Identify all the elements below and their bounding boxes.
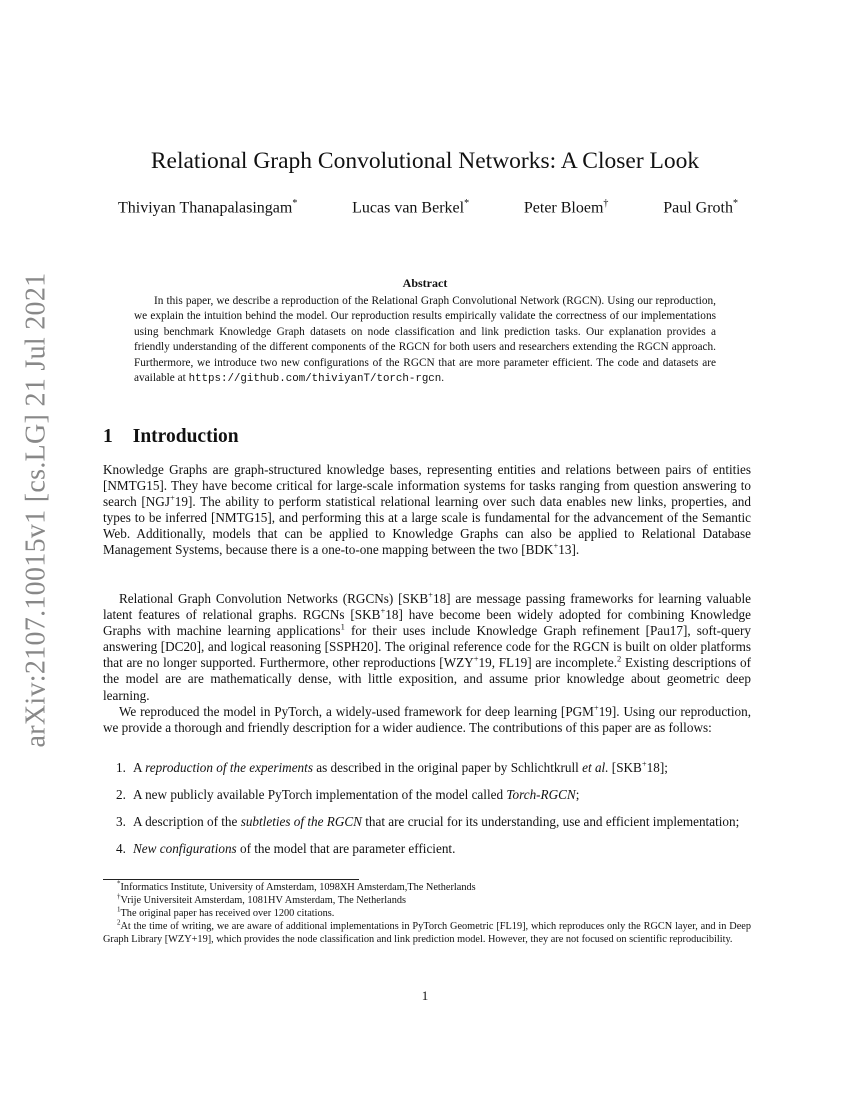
paragraph: We reproduced the model in PyTorch, a widely-used framework for deep learning [PGM+19]. Using our reproduction, we provide a thorough and friendly description for a wider audience. The contributions of this paper are as follows:: [103, 702, 751, 736]
section-title: Introduction: [132, 426, 239, 447]
section-number: 1: [103, 426, 113, 447]
footnote-ref[interactable]: 2: [617, 653, 622, 664]
author: Paul Groth*: [663, 198, 738, 217]
footnote: †Vrije Universiteit Amsterdam, 1081HV Amsterdam, The Netherlands: [117, 892, 407, 906]
footnote: $^2$At the time of writing, we are aware of additional implementations in PyTorch Geometric [FL19], which reproduces only the RGCN layer, and in Deep Graph Library [WZY+19], which provides the node classification and link prediction model. However, they are not focused on scientific reproducibility.: [103, 918, 751, 945]
arxiv-identifier: [14, 272, 58, 748]
author-list: [118, 198, 738, 217]
footnote: $^1$The original paper has received over 1200 citations.: [117, 905, 335, 919]
author: Thiviyan Thanapalasingam*: [118, 198, 298, 217]
footnote-ref[interactable]: 1: [340, 621, 345, 632]
footnote: *Informatics Institute, University of Amsterdam, 1098XH Amsterdam,The Netherlands: [117, 879, 476, 893]
arxiv-identifier-text: arXiv:2107.10015v1 [cs.LG] 21 Jul 2021: [20, 272, 51, 748]
code-url-link[interactable]: https://github.com/thiviyanT/torch-rgcn: [188, 373, 442, 386]
footnote-divider: [103, 879, 359, 880]
list-item: 1. A reproduction of the experiments as described in the original paper by Schlichtkrull et al. [SKB+18];: [116, 758, 668, 775]
section-heading: [103, 426, 239, 448]
list-item: 2. A new publicly available PyTorch implementation of the model called Torch-RGCN;: [116, 787, 580, 803]
footnotes: [103, 881, 751, 946]
list-item: 4. New configurations of the model that are parameter efficient.: [116, 841, 456, 857]
author: Peter Bloem†: [523, 198, 609, 217]
contributions-list: [103, 760, 751, 857]
paragraph: Knowledge Graphs are graph-structured knowledge bases, representing entities and relations between pairs of entities [NMTG15]. They have become critical for large-scale information systems for tasks ranging from question answering to search [NGJ+19]. The ability to perform statistical relational learning over such data enables new links, properties, and types to be inferred [NMTG15], and performing this at a large scale is fundamental for the advancement of the Semantic Web. Additionally, models that can be applied to Knowledge Graphs can also be applied to Relational Database Management Systems, because there is a one-to-one mapping between the two [BDK+13].: [103, 462, 751, 558]
list-item: 3. A description of the subtleties of the RGCN that are crucial for its understanding, use and efficient implementation;: [116, 814, 740, 830]
abstract-text: In this paper, we describe a reproduction of the Relational Graph Convolutional Network (RGCN). Using our reproduction, we explain the intuition behind the model. Our reproduction results empirically validate the correctness of our implementations using benchmark Knowledge Graph datasets on node classification and link prediction tasks. Our explanation provides a friendly understanding of the different components of the RGCN for both users and researchers extending the RGCN approach. Furthermore, we introduce two new configurations of the RGCN that are more parameter efficient. The code and datasets are available at https://github.com/thiviyanT/torch-rgcn.: [134, 295, 716, 386]
paragraph: Relational Graph Convolution Networks (RGCNs) [SKB+18] are message passing frameworks for learning valuable latent features of relational graphs. RGCNs [SKB+18] have become been widely adopted for combining Knowledge Graphs with machine learning applications$^1$ for their uses include Knowledge Graph refinement [Pau17], soft-query answering [DC20], and logical reasoning [SSPH20]. The original reference code for the RGCN is built on older platforms that are no longer supported. Furthermore, other reproductions [WZY+19, FL19] are incomplete.$^2$ Existing descriptions of the model are are mathematically dense, with little exposition, and assume prior knowledge about geometric deep learning.: [103, 589, 751, 703]
page-number: 1: [421, 988, 429, 1003]
paper-title: Relational Graph Convolutional Networks: A Closer Look: [150, 148, 700, 174]
author: Lucas van Berkel*: [352, 198, 470, 217]
abstract-heading: Abstract: [402, 276, 448, 290]
